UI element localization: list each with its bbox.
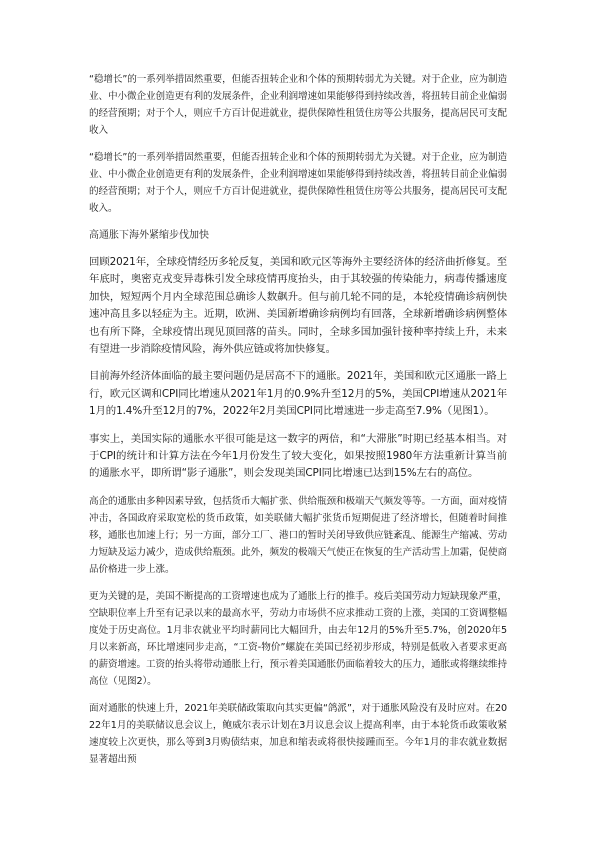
document-body xyxy=(89,71,507,778)
paragraph-shadow-inflation: 事实上，美国实际的通胀水平很可能是这一数字的两倍，和“大滞胀”时期已经基本相当。对于CPI的统计和计算方法在今年1月份发生了较大变化，如果按照1980年方法重新计算当前的通胀水平，即所谓“影子通胀”，则会发现美国CPI同比增速已达到15%左右的高位。 xyxy=(89,432,507,480)
paragraph-stabilize-growth-1: “稳增长”的一系列举措固然重要，但能否扭转企业和个体的预期转弱尤为关键。对于企业，应为制造业、中小微企业创造更有利的发展条件，企业利润增速如果能够得到持续改善，将扭转目前企业偏弱的经营预期；对于个人，则应千方百计促进就业，提供保障性租赁住房等公共服务，提高居民可支配收入 xyxy=(89,74,507,136)
paragraph-inflation-problem: 目前海外经济体面临的最主要问题仍是居高不下的通胀。2021年，美国和欧元区通胀一路上行，欧元区调和CPI同比增速从2021年1月的0.9%升至12月的5%，美国CPI增速从2021年1月的1.4%升至12月的7%，2022年2月美国CPI同比增速进一步走高至7.9%（见图1）。 xyxy=(89,370,507,418)
paragraph-inflation-causes: 高企的通胀由多种因素导致，包括货币大幅扩张、供给瓶颈和极端天气频发等等。一方面，面对疫情冲击，各国政府采取宽松的货币政策，如美联储大幅扩张货币短期促进了经济增长，但随着时间推移，通胀也加速上行；另一方面，部分工厂、港口的暂时关闭导致供应链紊乱、能源生产缩减、劳动力短缺及运力减少，造成供给瓶颈。此外，频发的极端天气使正在恢复的生产活动雪上加霜，促使商品价格进一步上涨。 xyxy=(89,495,507,575)
paragraph-fed-policy: 面对通胀的快速上升，2021年美联储政策取向其实更偏“鸽派”，对于通胀风险没有及时应对。在2022年1月的美联储议息会议上，鲍威尔表示计划在3月议息会议上提高利率，由于本轮货币政策收紧速度较上次更快，那么等到3月购债结束，加息和缩表或将很快接踵而至。今年1月的非农就业数据显著超出预 xyxy=(89,702,507,765)
section-heading: 高通胀下海外紧缩步伐加快 xyxy=(89,230,209,241)
paragraph-stabilize-growth-2: “稳增长”的一系列举措固然重要，但能否扭转企业和个体的预期转弱尤为关键。对于企业，应为制造业、中小微企业创造更有利的发展条件，企业利润增速如果能够得到持续改善，将扭转目前企业偏弱的经营预期；对于个人，则应千方百计促进就业，提供保障性租赁住房等公共服务，提高居民可支配收入。 xyxy=(89,152,507,214)
paragraph-wage-growth: 更为关键的是，美国不断提高的工资增速也成为了通胀上行的推手。疫后美国劳动力短缺现象严重，空缺职位率上升至有记录以来的最高水平，劳动力市场供不应求推动工资的上涨，美国的工资调整幅度处于历史高位。1月非农就业平均时薪同比大幅回升，由去年12月的5%升至5.7%，创2020年5月以来新高，环比增速同步走高，“工资-物价”螺旋在美国已经初步形成，特别是低收入者要求更高的薪资增速。工资的抬头将带动通胀上行，预示着美国通胀仍面临着较大的压力，通胀或将继续维持高位（见图2）。 xyxy=(89,590,507,687)
paragraph-review-2021: 回顾2021年，全球疫情经历多轮反复，美国和欧元区等海外主要经济体的经济曲折修复。至年底时，奥密克戎变异毒株引发全球疫情再度抬头，由于其较强的传染能力，病毒传播速度加快，短短两个月内全球范围总确诊人数飙升。但与前几轮不同的是，本轮疫情确诊病例快速冲高且多以轻症为主。近期，欧洲、美国新增确诊病例均有回落，全球新增确诊病例整体也有所下降，全球疫情出现见顶回落的苗头。同时，全球多国加强针接种率持续上升，未来有望进一步消除疫情风险，海外供应链或将加快修复。 xyxy=(89,256,507,356)
